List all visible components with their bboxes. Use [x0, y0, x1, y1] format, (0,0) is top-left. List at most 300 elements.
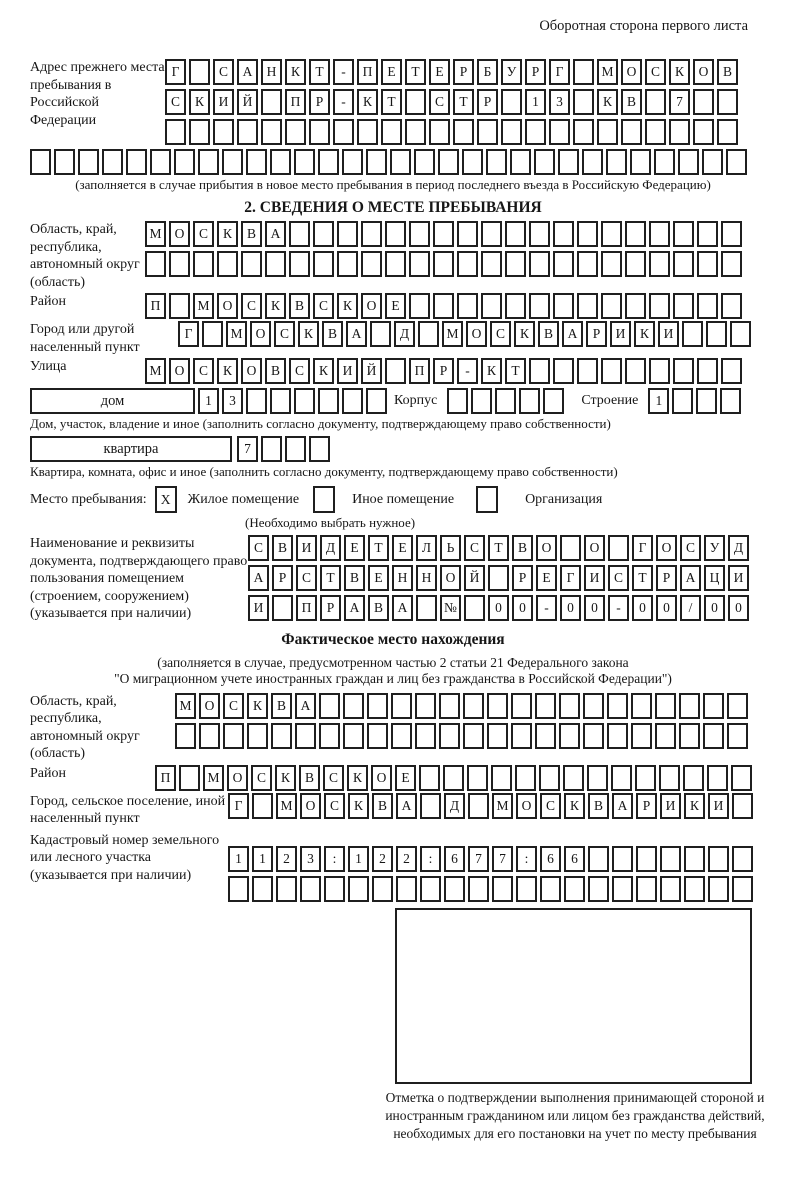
char-box: [559, 693, 580, 719]
char-box: [635, 765, 656, 791]
char-box: [540, 876, 561, 902]
char-box: В: [299, 765, 320, 791]
stay-type-caption: (Необходимо выбрать нужное): [245, 515, 416, 530]
char-box: 1: [348, 846, 369, 872]
char-box: [573, 59, 594, 85]
char-box: Р: [433, 358, 454, 384]
char-box: [198, 149, 219, 175]
char-box: [228, 876, 249, 902]
char-box: П: [409, 358, 430, 384]
char-box: [564, 876, 585, 902]
char-box: К: [189, 89, 210, 115]
char-box: И: [296, 535, 317, 561]
char-box: С: [464, 535, 485, 561]
char-box: К: [669, 59, 690, 85]
char-box: П: [145, 293, 166, 319]
apartment-wide-box: квартира: [30, 436, 232, 462]
char-box: 0: [488, 595, 509, 621]
char-box: Й: [237, 89, 258, 115]
char-box: [370, 321, 391, 347]
char-box: -: [536, 595, 557, 621]
char-box: [285, 436, 306, 462]
char-box: К: [357, 89, 378, 115]
char-box: [607, 693, 628, 719]
char-box: [381, 119, 402, 145]
char-box: Ц: [704, 565, 725, 591]
char-row: [175, 693, 751, 719]
char-box: М: [597, 59, 618, 85]
char-box: [433, 251, 454, 277]
char-box: И: [708, 793, 729, 819]
char-box: Е: [381, 59, 402, 85]
char-box: В: [512, 535, 533, 561]
char-box: [553, 293, 574, 319]
char-box: [457, 293, 478, 319]
char-box: [669, 119, 690, 145]
char-box: [285, 119, 306, 145]
char-box: О: [250, 321, 271, 347]
char-box: [433, 221, 454, 247]
char-box: М: [442, 321, 463, 347]
char-box: Г: [560, 565, 581, 591]
actual-region-label: Область, край, республика, автономный округ (область): [30, 693, 140, 761]
char-box: [481, 293, 502, 319]
char-box: [463, 723, 484, 749]
char-box: [655, 723, 676, 749]
char-row-full: [30, 149, 756, 175]
char-box: К: [298, 321, 319, 347]
char-box: [313, 221, 334, 247]
char-box: [270, 149, 291, 175]
char-box: С: [429, 89, 450, 115]
char-box: [294, 388, 315, 414]
char-box: [444, 876, 465, 902]
char-box: [682, 321, 703, 347]
char-box: [390, 149, 411, 175]
char-box: 0: [584, 595, 605, 621]
char-box: [145, 251, 166, 277]
char-box: [453, 119, 474, 145]
char-box: [511, 693, 532, 719]
char-box: К: [247, 693, 268, 719]
char-box: [588, 876, 609, 902]
char-box: [488, 565, 509, 591]
char-box: Р: [309, 89, 330, 115]
char-box: А: [562, 321, 583, 347]
field-document: [30, 535, 756, 623]
char-box: [621, 119, 642, 145]
stay-type-label: Место пребывания:: [30, 491, 147, 507]
char-box: И: [658, 321, 679, 347]
char-box: Н: [261, 59, 282, 85]
char-box: М: [276, 793, 297, 819]
char-box: [583, 693, 604, 719]
char-box: 0: [704, 595, 725, 621]
char-row: [248, 535, 752, 561]
char-box: [660, 846, 681, 872]
char-box: [516, 876, 537, 902]
char-box: М: [175, 693, 196, 719]
district-label: Район: [30, 294, 66, 309]
char-box: [319, 723, 340, 749]
char-box: [342, 149, 363, 175]
char-box: 6: [444, 846, 465, 872]
char-box: [721, 251, 742, 277]
char-box: [660, 876, 681, 902]
char-box: Р: [656, 565, 677, 591]
char-box: [396, 876, 417, 902]
char-box: Р: [636, 793, 657, 819]
char-box: К: [481, 358, 502, 384]
char-box: [553, 221, 574, 247]
char-box: А: [680, 565, 701, 591]
char-box: 0: [656, 595, 677, 621]
char-box: [510, 149, 531, 175]
char-box: М: [203, 765, 224, 791]
char-box: [529, 221, 550, 247]
char-box: С: [324, 793, 345, 819]
char-box: [717, 89, 738, 115]
char-box: И: [337, 358, 358, 384]
char-box: Г: [549, 59, 570, 85]
char-box: [481, 221, 502, 247]
char-box: [309, 436, 330, 462]
prev-address-label: Адрес прежнего места пребывания в Российской Федерации: [30, 60, 165, 128]
char-box: [247, 723, 268, 749]
char-box: К: [313, 358, 334, 384]
document-label: Наименование и реквизиты документа, подтверждающего право пользования помещением (строением, сооружением) (указывается при наличии): [30, 536, 248, 621]
char-box: И: [213, 89, 234, 115]
char-box: Р: [477, 89, 498, 115]
char-box: Д: [728, 535, 749, 561]
char-box: -: [608, 595, 629, 621]
char-box: К: [337, 293, 358, 319]
char-box: [486, 149, 507, 175]
char-box: [505, 221, 526, 247]
char-box: [126, 149, 147, 175]
char-box: С: [193, 221, 214, 247]
char-box: [732, 876, 753, 902]
char-box: Е: [536, 565, 557, 591]
char-row: [165, 89, 741, 115]
char-box: :: [516, 846, 537, 872]
char-box: [420, 793, 441, 819]
char-box: О: [371, 765, 392, 791]
checkbox-other-premises: [313, 486, 335, 513]
char-box: [649, 358, 670, 384]
char-box: [361, 221, 382, 247]
char-box: К: [265, 293, 286, 319]
char-box: Т: [381, 89, 402, 115]
char-box: [708, 876, 729, 902]
char-box: [429, 119, 450, 145]
char-box: [481, 251, 502, 277]
char-box: Т: [488, 535, 509, 561]
char-box: И: [248, 595, 269, 621]
char-box: [693, 119, 714, 145]
char-box: [631, 693, 652, 719]
char-box: [721, 293, 742, 319]
char-box: В: [241, 221, 262, 247]
char-box: В: [717, 59, 738, 85]
char-box: [558, 149, 579, 175]
char-row: [228, 876, 756, 902]
char-box: А: [396, 793, 417, 819]
char-box: [462, 149, 483, 175]
char-box: 0: [560, 595, 581, 621]
korpus-label: Корпус: [394, 393, 438, 408]
char-box: [366, 388, 387, 414]
char-box: [645, 89, 666, 115]
char-box: -: [333, 59, 354, 85]
char-box: [606, 149, 627, 175]
char-box: Т: [320, 565, 341, 591]
char-box: [343, 693, 364, 719]
char-box: Е: [344, 535, 365, 561]
char-box: [464, 595, 485, 621]
char-box: [367, 693, 388, 719]
char-box: [732, 846, 753, 872]
char-box: [583, 723, 604, 749]
char-box: [655, 693, 676, 719]
char-box: [636, 846, 657, 872]
char-box: [501, 119, 522, 145]
char-row: [155, 765, 755, 791]
char-box: С: [289, 358, 310, 384]
char-box: В: [372, 793, 393, 819]
char-box: [342, 388, 363, 414]
char-box: У: [704, 535, 725, 561]
char-row: [228, 793, 756, 819]
char-box: [409, 251, 430, 277]
char-box: [487, 723, 508, 749]
char-box: [223, 723, 244, 749]
stroenie-label: Строение: [581, 393, 639, 408]
char-box: П: [296, 595, 317, 621]
char-box: [217, 251, 238, 277]
char-box: [222, 149, 243, 175]
char-box: [697, 293, 718, 319]
char-box: С: [608, 565, 629, 591]
char-box: [439, 723, 460, 749]
char-box: [703, 693, 724, 719]
char-box: [706, 321, 727, 347]
char-box: С: [323, 765, 344, 791]
char-box: [189, 119, 210, 145]
char-box: Т: [632, 565, 653, 591]
char-box: -: [333, 89, 354, 115]
city-label: Город или другой населенный пункт: [30, 322, 140, 355]
char-box: [252, 793, 273, 819]
char-box: [673, 293, 694, 319]
char-box: [611, 765, 632, 791]
char-box: [501, 89, 522, 115]
char-box: А: [612, 793, 633, 819]
field-region: [30, 221, 756, 291]
char-row: [165, 119, 741, 145]
char-box: М: [492, 793, 513, 819]
char-box: Т: [405, 59, 426, 85]
char-box: [577, 221, 598, 247]
option-organization-label: Организация: [525, 491, 603, 507]
char-box: И: [728, 565, 749, 591]
char-box: Г: [228, 793, 249, 819]
field-stay-type: [30, 486, 756, 513]
char-box: О: [536, 535, 557, 561]
char-box: Т: [453, 89, 474, 115]
char-row: [145, 251, 745, 277]
char-box: [717, 119, 738, 145]
char-box: [539, 765, 560, 791]
char-box: [519, 388, 540, 414]
checkbox-organization: [476, 486, 498, 513]
char-box: [534, 149, 555, 175]
char-box: [649, 293, 670, 319]
char-box: С: [680, 535, 701, 561]
house-caption: Дом, участок, владение и иное (заполнить согласно документу, подтверждающему право собственности): [30, 416, 611, 431]
actual-location-title: Фактическое место нахождения: [281, 630, 505, 648]
char-box: К: [634, 321, 655, 347]
field-city: [30, 321, 756, 356]
char-box: [601, 221, 622, 247]
char-box: М: [193, 293, 214, 319]
char-box: [30, 149, 51, 175]
char-box: Р: [512, 565, 533, 591]
char-box: [463, 693, 484, 719]
char-box: [577, 251, 598, 277]
char-box: [608, 535, 629, 561]
char-box: [319, 693, 340, 719]
char-box: [357, 119, 378, 145]
char-box: [337, 251, 358, 277]
char-box: [416, 595, 437, 621]
char-box: К: [564, 793, 585, 819]
char-box: [337, 221, 358, 247]
char-box: [491, 765, 512, 791]
char-box: 7: [237, 436, 258, 462]
house-wide-box: дом: [30, 388, 195, 414]
field-apartment: [30, 436, 756, 462]
char-box: [720, 388, 741, 414]
char-box: [505, 251, 526, 277]
char-box: С: [313, 293, 334, 319]
char-box: /: [680, 595, 701, 621]
char-row: [228, 846, 756, 872]
char-box: 1: [198, 388, 219, 414]
char-box: Е: [392, 535, 413, 561]
option-residential-label: Жилое помещение: [187, 491, 300, 507]
char-box: [515, 765, 536, 791]
char-box: [684, 846, 705, 872]
char-box: [505, 293, 526, 319]
char-box: [553, 358, 574, 384]
char-box: [588, 846, 609, 872]
char-box: П: [285, 89, 306, 115]
field-prev-address: [30, 59, 756, 145]
char-box: [649, 221, 670, 247]
char-box: [294, 149, 315, 175]
char-box: [313, 251, 334, 277]
char-box: [409, 293, 430, 319]
char-box: [693, 89, 714, 115]
char-box: [703, 723, 724, 749]
char-box: [252, 876, 273, 902]
char-box: [696, 388, 717, 414]
char-box: Б: [477, 59, 498, 85]
char-box: С: [241, 293, 262, 319]
char-box: А: [392, 595, 413, 621]
char-box: [276, 876, 297, 902]
char-box: М: [145, 358, 166, 384]
char-box: [672, 388, 693, 414]
char-box: 0: [632, 595, 653, 621]
char-box: [385, 251, 406, 277]
char-box: [559, 723, 580, 749]
char-box: 7: [468, 846, 489, 872]
field-district: [30, 293, 756, 319]
char-box: С: [223, 693, 244, 719]
char-box: О: [169, 221, 190, 247]
char-box: [597, 119, 618, 145]
char-box: [213, 119, 234, 145]
char-box: Й: [361, 358, 382, 384]
char-row: [145, 293, 745, 319]
char-box: [318, 388, 339, 414]
char-box: [439, 693, 460, 719]
char-box: [495, 388, 516, 414]
actual-district-label: Район: [30, 765, 66, 781]
char-box: [272, 595, 293, 621]
char-box: А: [265, 221, 286, 247]
char-box: [625, 358, 646, 384]
char-box: 0: [512, 595, 533, 621]
char-box: [418, 321, 439, 347]
char-box: [535, 723, 556, 749]
cadastral-label: Кадастровый номер земельного или лесного участка (указывается при наличии): [30, 832, 220, 883]
char-box: [169, 293, 190, 319]
char-box: [684, 876, 705, 902]
char-box: Т: [505, 358, 526, 384]
field-cadastral: [30, 832, 756, 902]
char-box: Е: [429, 59, 450, 85]
char-box: [721, 221, 742, 247]
char-box: О: [361, 293, 382, 319]
char-box: П: [357, 59, 378, 85]
char-box: С: [645, 59, 666, 85]
char-box: [457, 221, 478, 247]
char-box: №: [440, 595, 461, 621]
char-box: [492, 876, 513, 902]
char-box: [553, 251, 574, 277]
char-row: [175, 723, 751, 749]
char-box: [433, 293, 454, 319]
char-box: 7: [492, 846, 513, 872]
char-box: [468, 793, 489, 819]
char-box: [721, 358, 742, 384]
field-actual-region: [30, 693, 756, 763]
char-box: С: [213, 59, 234, 85]
char-box: У: [501, 59, 522, 85]
char-box: Л: [416, 535, 437, 561]
char-box: [529, 251, 550, 277]
char-box: [333, 119, 354, 145]
char-box: С: [490, 321, 511, 347]
char-box: С: [165, 89, 186, 115]
field-street: [30, 358, 756, 384]
apartment-caption: Квартира, комната, офис и иное (заполнить согласно документу, подтверждающему право собственности): [30, 464, 618, 479]
char-box: О: [169, 358, 190, 384]
char-box: [367, 723, 388, 749]
